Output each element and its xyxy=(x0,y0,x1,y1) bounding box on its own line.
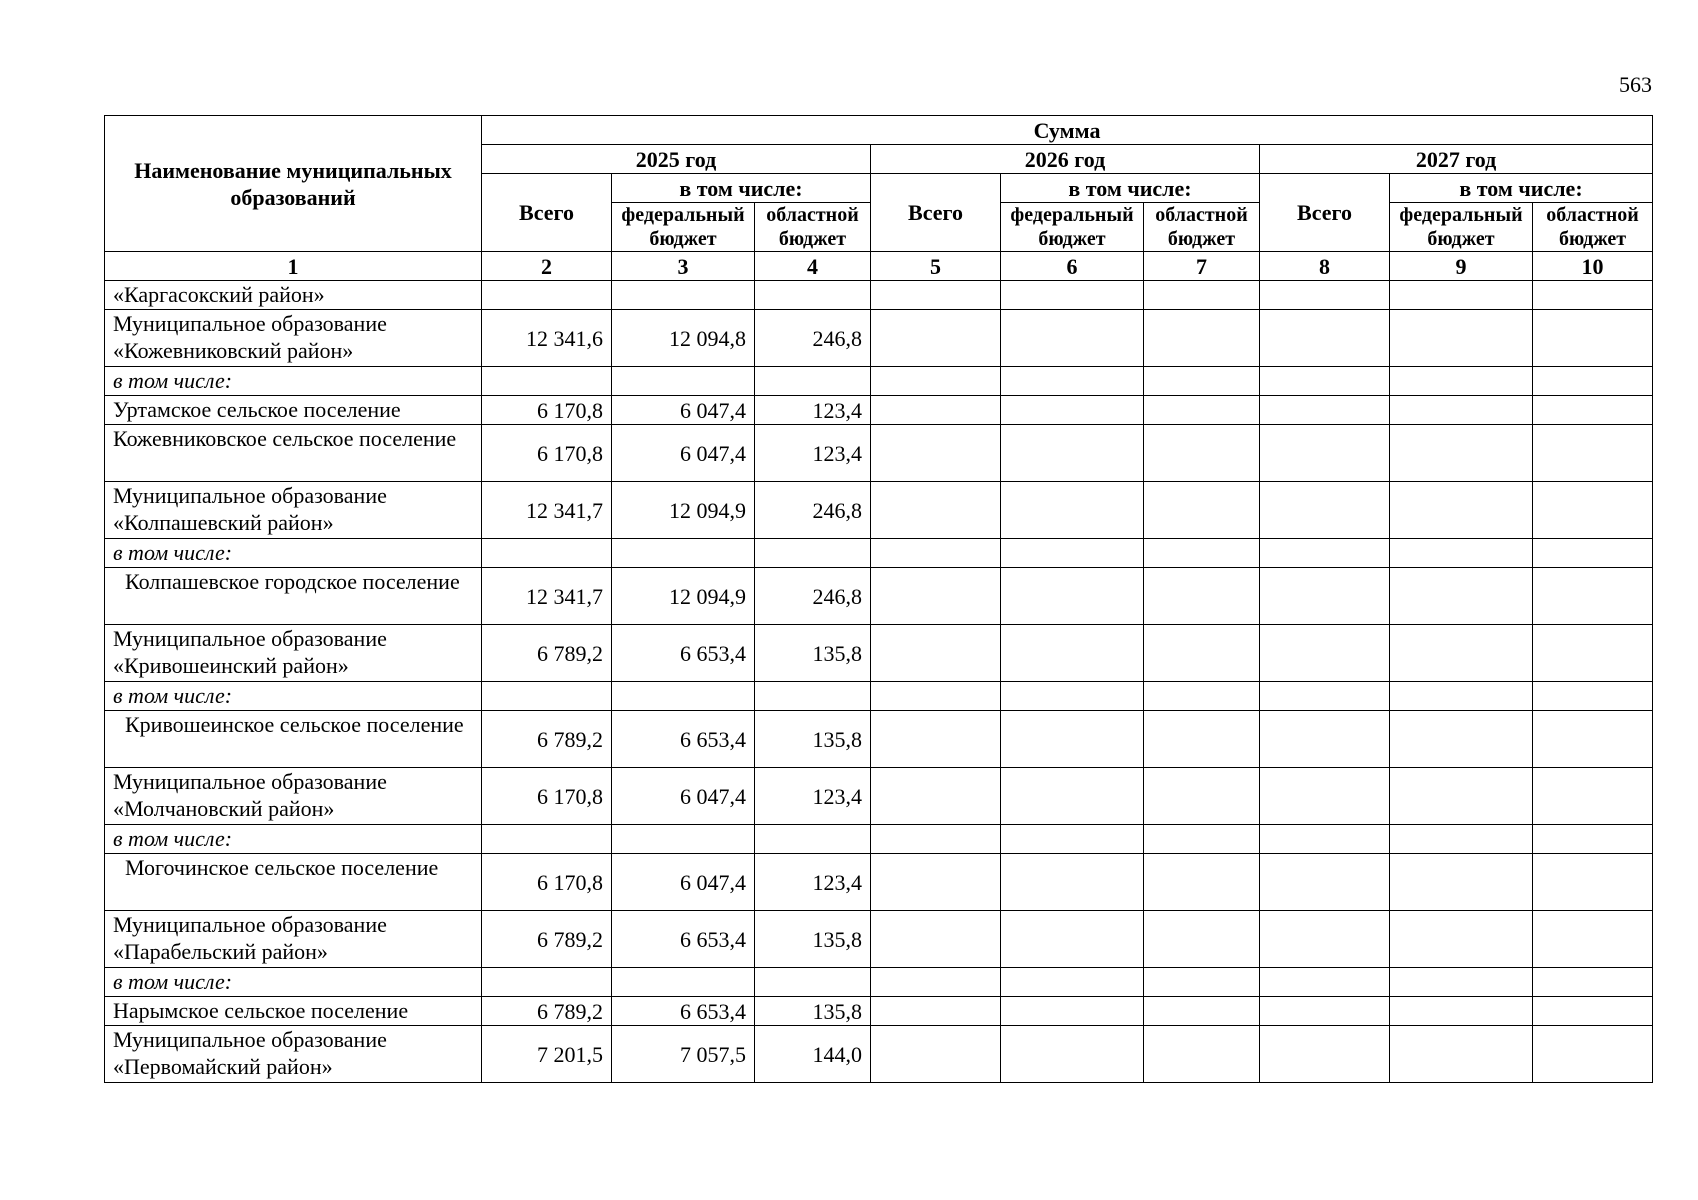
cell-total-2025: 7 201,5 xyxy=(482,1026,612,1083)
cell-total-2026 xyxy=(871,539,1001,568)
cell-federal-2026 xyxy=(1001,682,1144,711)
cell-federal-2027 xyxy=(1390,854,1533,911)
table-row xyxy=(105,911,1653,968)
table-body xyxy=(105,281,1653,1083)
col-number: 5 xyxy=(871,252,1001,281)
cell-regional-2025: 123,4 xyxy=(755,854,871,911)
cell-regional-2027 xyxy=(1533,482,1653,539)
row-name: Могочинское сельское поселение xyxy=(105,854,482,911)
cell-federal-2026 xyxy=(1001,396,1144,425)
cell-federal-2027 xyxy=(1390,711,1533,768)
cell-total-2027 xyxy=(1260,482,1390,539)
row-name: в том числе: xyxy=(105,539,482,568)
cell-federal-2027 xyxy=(1390,768,1533,825)
cell-regional-2026 xyxy=(1144,367,1260,396)
table-row xyxy=(105,854,1653,911)
table-row xyxy=(105,682,1653,711)
cell-total-2027 xyxy=(1260,825,1390,854)
cell-regional-2027 xyxy=(1533,854,1653,911)
cell-federal-2026 xyxy=(1001,482,1144,539)
table-row xyxy=(105,711,1653,768)
row-name: Муниципальное образование «Кожевниковский район» xyxy=(105,310,482,367)
cell-total-2025: 6 170,8 xyxy=(482,768,612,825)
cell-federal-2025 xyxy=(612,539,755,568)
page-number: 563 xyxy=(1619,72,1652,97)
cell-regional-2026 xyxy=(1144,425,1260,482)
table-row xyxy=(105,825,1653,854)
header-including-2025: в том числе: xyxy=(612,174,871,203)
header-total-2026: Всего xyxy=(871,174,1001,252)
cell-regional-2027 xyxy=(1533,825,1653,854)
cell-regional-2025 xyxy=(755,281,871,310)
cell-federal-2027 xyxy=(1390,625,1533,682)
cell-total-2025 xyxy=(482,539,612,568)
cell-federal-2025 xyxy=(612,281,755,310)
cell-federal-2025: 12 094,8 xyxy=(612,310,755,367)
header-including-2027: в том числе: xyxy=(1390,174,1653,203)
cell-regional-2025 xyxy=(755,968,871,997)
cell-regional-2026 xyxy=(1144,711,1260,768)
cell-total-2027 xyxy=(1260,768,1390,825)
cell-regional-2026 xyxy=(1144,682,1260,711)
cell-regional-2027 xyxy=(1533,768,1653,825)
cell-regional-2027 xyxy=(1533,997,1653,1026)
cell-regional-2026 xyxy=(1144,825,1260,854)
table-row xyxy=(105,539,1653,568)
cell-total-2027 xyxy=(1260,425,1390,482)
table-row xyxy=(105,625,1653,682)
cell-total-2027 xyxy=(1260,568,1390,625)
row-name: Муниципальное образование «Кривошеинский район» xyxy=(105,625,482,682)
cell-regional-2025: 135,8 xyxy=(755,997,871,1026)
cell-total-2025: 12 341,7 xyxy=(482,482,612,539)
row-name: в том числе: xyxy=(105,682,482,711)
cell-federal-2025 xyxy=(612,682,755,711)
cell-federal-2027 xyxy=(1390,997,1533,1026)
cell-regional-2026 xyxy=(1144,482,1260,539)
table-row xyxy=(105,568,1653,625)
cell-regional-2026 xyxy=(1144,539,1260,568)
cell-federal-2027 xyxy=(1390,968,1533,997)
cell-regional-2025: 246,8 xyxy=(755,568,871,625)
row-name: Муниципальное образование «Колпашевский район» xyxy=(105,482,482,539)
table-row xyxy=(105,482,1653,539)
cell-federal-2027 xyxy=(1390,367,1533,396)
cell-regional-2026 xyxy=(1144,968,1260,997)
cell-total-2026 xyxy=(871,1026,1001,1083)
col-number: 8 xyxy=(1260,252,1390,281)
cell-total-2027 xyxy=(1260,625,1390,682)
cell-total-2027 xyxy=(1260,711,1390,768)
cell-total-2026 xyxy=(871,425,1001,482)
cell-federal-2025: 6 653,4 xyxy=(612,711,755,768)
cell-federal-2027 xyxy=(1390,825,1533,854)
header-federal-2026: федеральный бюджет xyxy=(1001,203,1144,252)
table-row xyxy=(105,997,1653,1026)
cell-total-2027 xyxy=(1260,682,1390,711)
cell-federal-2027 xyxy=(1390,482,1533,539)
cell-regional-2027 xyxy=(1533,425,1653,482)
cell-federal-2025 xyxy=(612,367,755,396)
cell-regional-2026 xyxy=(1144,854,1260,911)
cell-total-2025: 12 341,6 xyxy=(482,310,612,367)
cell-total-2025: 12 341,7 xyxy=(482,568,612,625)
cell-total-2026 xyxy=(871,396,1001,425)
cell-regional-2025: 246,8 xyxy=(755,310,871,367)
cell-federal-2026 xyxy=(1001,625,1144,682)
cell-total-2026 xyxy=(871,682,1001,711)
cell-federal-2026 xyxy=(1001,425,1144,482)
row-name: Нарымское сельское поселение xyxy=(105,997,482,1026)
cell-total-2026 xyxy=(871,825,1001,854)
cell-regional-2027 xyxy=(1533,625,1653,682)
cell-total-2025 xyxy=(482,825,612,854)
cell-total-2025: 6 170,8 xyxy=(482,396,612,425)
cell-regional-2027 xyxy=(1533,367,1653,396)
cell-total-2026 xyxy=(871,711,1001,768)
cell-federal-2026 xyxy=(1001,1026,1144,1083)
row-name: Кожевниковское сельское поселение xyxy=(105,425,482,482)
table-row xyxy=(105,425,1653,482)
cell-federal-2026 xyxy=(1001,997,1144,1026)
header-sum: Сумма xyxy=(482,116,1653,145)
cell-regional-2026 xyxy=(1144,911,1260,968)
cell-total-2027 xyxy=(1260,539,1390,568)
cell-regional-2025: 123,4 xyxy=(755,396,871,425)
cell-total-2025 xyxy=(482,367,612,396)
header-year-2026: 2026 год xyxy=(871,145,1260,174)
cell-total-2027 xyxy=(1260,310,1390,367)
cell-federal-2027 xyxy=(1390,281,1533,310)
cell-federal-2025: 7 057,5 xyxy=(612,1026,755,1083)
cell-federal-2027 xyxy=(1390,539,1533,568)
cell-total-2025 xyxy=(482,968,612,997)
cell-regional-2025 xyxy=(755,367,871,396)
header-federal-2025: федеральный бюджет xyxy=(612,203,755,252)
cell-regional-2027 xyxy=(1533,396,1653,425)
cell-total-2025: 6 789,2 xyxy=(482,997,612,1026)
cell-federal-2025: 12 094,9 xyxy=(612,568,755,625)
cell-total-2025: 6 789,2 xyxy=(482,625,612,682)
col-number: 9 xyxy=(1390,252,1533,281)
col-number: 1 xyxy=(105,252,482,281)
col-number: 4 xyxy=(755,252,871,281)
table-row xyxy=(105,396,1653,425)
cell-regional-2026 xyxy=(1144,310,1260,367)
cell-federal-2025: 6 653,4 xyxy=(612,997,755,1026)
cell-federal-2026 xyxy=(1001,911,1144,968)
header-regional-2027: областной бюджет xyxy=(1533,203,1653,252)
cell-regional-2027 xyxy=(1533,1026,1653,1083)
cell-total-2026 xyxy=(871,568,1001,625)
header-regional-2025: областной бюджет xyxy=(755,203,871,252)
cell-total-2025: 6 789,2 xyxy=(482,711,612,768)
cell-total-2025: 6 170,8 xyxy=(482,425,612,482)
row-name: в том числе: xyxy=(105,825,482,854)
row-name: Муниципальное образование «Парабельский район» xyxy=(105,911,482,968)
cell-regional-2025 xyxy=(755,539,871,568)
cell-federal-2027 xyxy=(1390,425,1533,482)
cell-regional-2027 xyxy=(1533,539,1653,568)
cell-regional-2027 xyxy=(1533,682,1653,711)
cell-total-2027 xyxy=(1260,997,1390,1026)
cell-regional-2025 xyxy=(755,825,871,854)
col-number: 6 xyxy=(1001,252,1144,281)
header-total-2025: Всего xyxy=(482,174,612,252)
cell-federal-2026 xyxy=(1001,281,1144,310)
header-name-col: Наименование муниципальных образований xyxy=(105,116,482,252)
header-federal-2027: федеральный бюджет xyxy=(1390,203,1533,252)
header-including-2026: в том числе: xyxy=(1001,174,1260,203)
col-number: 3 xyxy=(612,252,755,281)
cell-regional-2026 xyxy=(1144,768,1260,825)
cell-regional-2025: 123,4 xyxy=(755,425,871,482)
cell-total-2027 xyxy=(1260,281,1390,310)
cell-federal-2026 xyxy=(1001,310,1144,367)
cell-regional-2027 xyxy=(1533,281,1653,310)
cell-federal-2026 xyxy=(1001,854,1144,911)
cell-regional-2027 xyxy=(1533,711,1653,768)
cell-federal-2026 xyxy=(1001,539,1144,568)
row-name: в том числе: xyxy=(105,968,482,997)
cell-regional-2025: 144,0 xyxy=(755,1026,871,1083)
cell-total-2026 xyxy=(871,310,1001,367)
cell-total-2027 xyxy=(1260,854,1390,911)
cell-regional-2025: 135,8 xyxy=(755,711,871,768)
budget-table xyxy=(104,115,1653,1083)
cell-regional-2026 xyxy=(1144,396,1260,425)
header-year-2027: 2027 год xyxy=(1260,145,1653,174)
row-name: Муниципальное образование «Первомайский район» xyxy=(105,1026,482,1083)
cell-federal-2025 xyxy=(612,968,755,997)
cell-federal-2025: 12 094,9 xyxy=(612,482,755,539)
cell-regional-2027 xyxy=(1533,911,1653,968)
header-total-2027: Всего xyxy=(1260,174,1390,252)
cell-federal-2025: 6 047,4 xyxy=(612,768,755,825)
table-row xyxy=(105,968,1653,997)
table-row xyxy=(105,768,1653,825)
cell-total-2026 xyxy=(871,968,1001,997)
cell-regional-2026 xyxy=(1144,281,1260,310)
cell-federal-2027 xyxy=(1390,911,1533,968)
row-name: Уртамское сельское поселение xyxy=(105,396,482,425)
cell-regional-2025: 246,8 xyxy=(755,482,871,539)
row-name: Колпашевское городское поселение xyxy=(105,568,482,625)
cell-regional-2026 xyxy=(1144,997,1260,1026)
row-name: Кривошеинское сельское поселение xyxy=(105,711,482,768)
cell-total-2026 xyxy=(871,281,1001,310)
cell-total-2027 xyxy=(1260,968,1390,997)
table-row xyxy=(105,281,1653,310)
table-row xyxy=(105,1026,1653,1083)
cell-regional-2026 xyxy=(1144,1026,1260,1083)
row-name: «Каргасокский район» xyxy=(105,281,482,310)
cell-regional-2027 xyxy=(1533,568,1653,625)
cell-regional-2025 xyxy=(755,682,871,711)
cell-total-2026 xyxy=(871,768,1001,825)
cell-federal-2025: 6 653,4 xyxy=(612,911,755,968)
cell-total-2026 xyxy=(871,854,1001,911)
cell-regional-2026 xyxy=(1144,568,1260,625)
cell-federal-2027 xyxy=(1390,568,1533,625)
cell-federal-2027 xyxy=(1390,396,1533,425)
cell-regional-2026 xyxy=(1144,625,1260,682)
cell-federal-2026 xyxy=(1001,711,1144,768)
cell-total-2027 xyxy=(1260,1026,1390,1083)
cell-federal-2025: 6 653,4 xyxy=(612,625,755,682)
cell-federal-2026 xyxy=(1001,367,1144,396)
cell-federal-2026 xyxy=(1001,568,1144,625)
cell-federal-2026 xyxy=(1001,825,1144,854)
cell-total-2027 xyxy=(1260,367,1390,396)
table-header xyxy=(105,116,1653,281)
col-number: 7 xyxy=(1144,252,1260,281)
cell-federal-2027 xyxy=(1390,682,1533,711)
cell-federal-2025: 6 047,4 xyxy=(612,396,755,425)
cell-regional-2025: 135,8 xyxy=(755,911,871,968)
cell-federal-2027 xyxy=(1390,1026,1533,1083)
cell-regional-2027 xyxy=(1533,968,1653,997)
cell-federal-2025: 6 047,4 xyxy=(612,854,755,911)
cell-federal-2025 xyxy=(612,825,755,854)
header-year-2025: 2025 год xyxy=(482,145,871,174)
table-row xyxy=(105,367,1653,396)
cell-regional-2027 xyxy=(1533,310,1653,367)
cell-regional-2025: 135,8 xyxy=(755,625,871,682)
cell-total-2026 xyxy=(871,482,1001,539)
cell-regional-2025: 123,4 xyxy=(755,768,871,825)
table-row xyxy=(105,310,1653,367)
cell-federal-2025: 6 047,4 xyxy=(612,425,755,482)
cell-total-2027 xyxy=(1260,396,1390,425)
cell-total-2026 xyxy=(871,997,1001,1026)
cell-total-2026 xyxy=(871,367,1001,396)
cell-total-2025 xyxy=(482,281,612,310)
cell-total-2026 xyxy=(871,625,1001,682)
col-number: 10 xyxy=(1533,252,1653,281)
cell-federal-2026 xyxy=(1001,968,1144,997)
row-name: в том числе: xyxy=(105,367,482,396)
cell-total-2027 xyxy=(1260,911,1390,968)
row-name: Муниципальное образование «Молчановский район» xyxy=(105,768,482,825)
cell-total-2025: 6 170,8 xyxy=(482,854,612,911)
cell-total-2026 xyxy=(871,911,1001,968)
cell-federal-2026 xyxy=(1001,768,1144,825)
cell-total-2025: 6 789,2 xyxy=(482,911,612,968)
col-number: 2 xyxy=(482,252,612,281)
cell-total-2025 xyxy=(482,682,612,711)
header-regional-2026: областной бюджет xyxy=(1144,203,1260,252)
cell-federal-2027 xyxy=(1390,310,1533,367)
